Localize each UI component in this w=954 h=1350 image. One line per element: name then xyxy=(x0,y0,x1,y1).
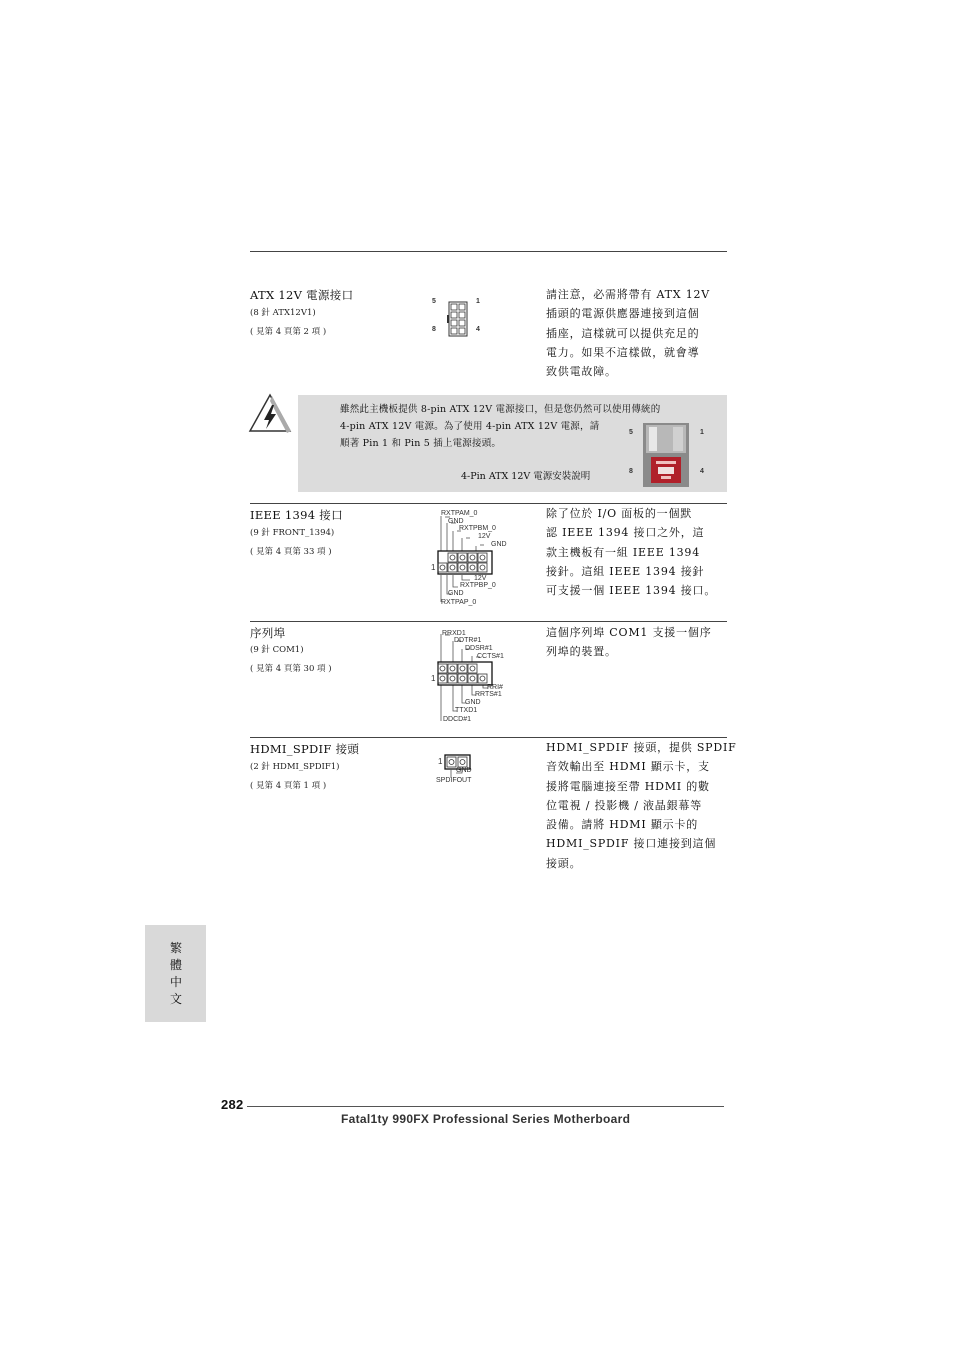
com-desc-line: 列埠的裝置。 xyxy=(546,645,617,659)
com-rule xyxy=(250,621,727,622)
language-char: 繁 xyxy=(169,941,182,955)
com-label: RRI# xyxy=(487,684,503,691)
atx-title: ATX 12V 電源接口 xyxy=(250,288,354,302)
atx-sub2: ( 見第 4 頁第 2 項 ) xyxy=(250,327,327,337)
language-char: 文 xyxy=(169,992,182,1006)
warning-icon xyxy=(248,393,292,435)
spdif-label: GND xyxy=(456,767,472,774)
atx-pin-8: 8 xyxy=(432,326,436,333)
hdmi-desc-line: HDMI_SPDIF 接口連接到這個 xyxy=(546,837,717,851)
ieee-desc-line: 接針。這組 IEEE 1394 接針 xyxy=(546,564,705,578)
ieee-label: RXTPBP_0 xyxy=(460,582,496,589)
warning-box xyxy=(298,395,727,492)
photo-pin-4: 4 xyxy=(700,468,704,475)
ieee-label: GND xyxy=(448,590,464,597)
spdif-header-diagram xyxy=(434,752,484,788)
warning-text xyxy=(340,401,660,452)
atx-pin-5: 5 xyxy=(432,298,436,305)
spdif-pin1-label: 1 xyxy=(438,757,443,766)
ieee-desc-line: 可支援一個 IEEE 1394 接口。 xyxy=(546,584,717,598)
atx-desc-line: 致供電故障。 xyxy=(546,365,617,379)
atx-desc-line: 插座，這樣就可以提供充足的 xyxy=(546,326,700,340)
hdmi-desc-line: 位電視 / 投影機 / 液晶銀幕等 xyxy=(546,798,702,812)
com-description xyxy=(546,623,712,662)
ieee-label: RXTPBM_0 xyxy=(459,525,496,532)
com-label: DDSR#1 xyxy=(465,645,493,652)
com-label: GND xyxy=(465,699,481,706)
top-rule xyxy=(250,251,727,252)
photo-pin-1: 1 xyxy=(700,429,704,436)
atx-sub1: (8 針 ATX12V1) xyxy=(250,308,316,318)
ieee-sub2: ( 見第 4 頁第 33 項 ) xyxy=(250,547,332,557)
ieee-title: IEEE 1394 接口 xyxy=(250,508,343,522)
language-tab-label xyxy=(169,940,183,1008)
hdmi-desc-line: 音效輸出至 HDMI 顯示卡，支 xyxy=(546,760,710,774)
language-char: 體 xyxy=(169,958,182,972)
ieee-desc-line: 認 IEEE 1394 接口之外，這 xyxy=(546,526,705,540)
com-title: 序列埠 xyxy=(250,626,286,640)
photo-pin-5: 5 xyxy=(629,429,633,436)
com-label: RRXD1 xyxy=(442,630,466,637)
ieee-label: RXTPAP_0 xyxy=(441,599,477,606)
ieee-label: 12V xyxy=(474,575,487,582)
com-sub1: (9 針 COM1) xyxy=(250,645,304,655)
ieee-pin1-label: 1 xyxy=(431,563,436,572)
com-pin1-label: 1 xyxy=(431,674,436,683)
hdmi-desc-line: 接頭。 xyxy=(546,856,582,870)
photo-pin-8: 8 xyxy=(629,468,633,475)
ieee-pin-diagram-icon xyxy=(428,507,518,609)
ieee-header-diagram xyxy=(428,507,518,609)
com-label: TTXD1 xyxy=(455,707,478,714)
ieee-sub1: (9 針 FRONT_1394) xyxy=(250,528,335,538)
warning-line: 4-pin ATX 12V 電源。為了使用 4-pin ATX 12V 電源，請 xyxy=(340,421,600,432)
hdmi-desc-line: 援將電腦連接至帶 HDMI 的數 xyxy=(546,779,710,793)
hdmi-desc-line: 設備。請將 HDMI 顯示卡的 xyxy=(546,818,699,832)
language-char: 中 xyxy=(169,975,182,989)
com-label: CCTS#1 xyxy=(477,653,504,660)
ieee-label: GND xyxy=(491,541,507,548)
com-label: RRTS#1 xyxy=(475,691,502,698)
warning-line: 順著 Pin 1 和 Pin 5 插上電源接頭。 xyxy=(340,438,502,449)
footer-rule xyxy=(247,1106,724,1107)
ieee-desc-line: 除了位於 I/O 面板的一個默 xyxy=(546,507,693,520)
hdmi-desc-line: HDMI_SPDIF 接頭，提供 SPDIF xyxy=(546,741,737,754)
com-label: DDTR#1 xyxy=(454,637,482,644)
ieee-label: 12V xyxy=(478,533,491,540)
ieee-desc-line: 款主機板有一組 IEEE 1394 xyxy=(546,545,701,559)
atx-pin-grid-icon xyxy=(447,301,469,337)
ieee-label: RXTPAM_0 xyxy=(441,510,478,517)
atx-desc-line: 請注意，必需將帶有 ATX 12V xyxy=(546,288,711,301)
hdmi-sub2: ( 見第 4 頁第 1 項 ) xyxy=(250,781,327,791)
footer-title: Fatal1ty 990FX Professional Series Motherboard xyxy=(341,1112,631,1126)
com-desc-line: 這個序列埠 COM1 支援一個序 xyxy=(546,626,712,639)
atx-desc-line: 插頭的電源供應器連接到這個 xyxy=(546,307,700,321)
com-label: DDCD#1 xyxy=(443,716,472,723)
hdmi-title: HDMI_SPDIF 接頭 xyxy=(250,742,360,756)
hdmi-description xyxy=(546,738,737,873)
atx-desc-line: 電力。如果不這樣做，就會導 xyxy=(546,345,700,359)
language-tab xyxy=(145,925,206,1022)
ieee-description xyxy=(546,504,716,600)
page-number: 282 xyxy=(221,1097,244,1112)
atx-description xyxy=(546,285,710,381)
atx-connector-diagram xyxy=(425,295,490,340)
spdif-label: SPDIFOUT xyxy=(436,777,472,784)
com-sub2: ( 見第 4 頁第 30 項 ) xyxy=(250,664,332,674)
power-connector-photo-icon xyxy=(643,423,689,487)
atx-pin-4: 4 xyxy=(476,326,480,333)
com-header-diagram xyxy=(428,625,518,731)
atx-pin-1: 1 xyxy=(476,298,480,305)
warning-caption: 4-Pin ATX 12V 電源安裝說明 xyxy=(461,471,591,482)
warning-line: 雖然此主機板提供 8-pin ATX 12V 電源接口，但是您仍然可以使用傳統的 xyxy=(340,404,661,415)
hdmi-sub1: (2 針 HDMI_SPDIF1) xyxy=(250,762,340,772)
ieee-label: GND xyxy=(448,518,464,525)
